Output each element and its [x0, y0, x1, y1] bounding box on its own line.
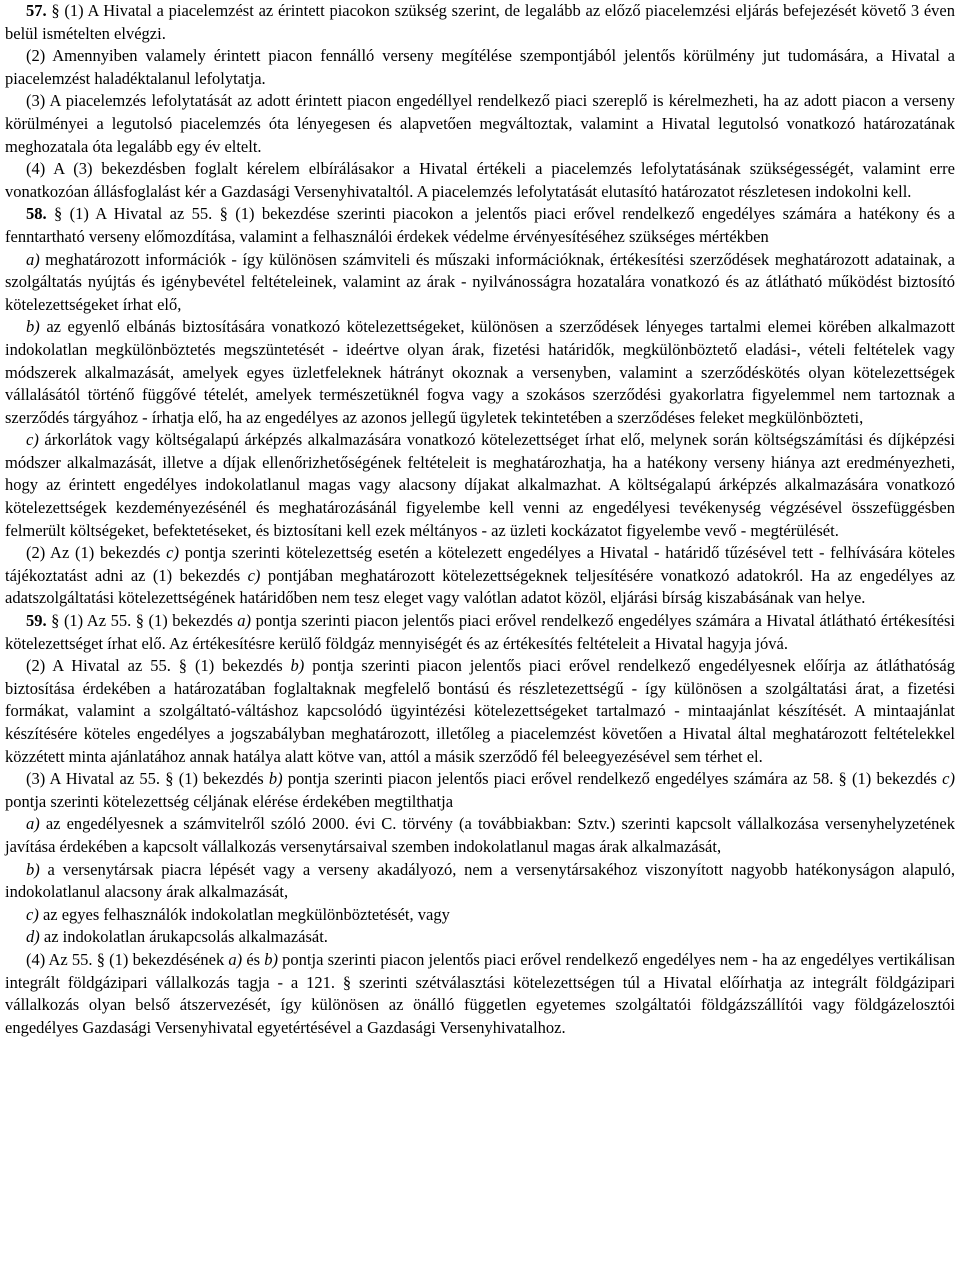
point-label: b) [268, 769, 283, 789]
point-label: b) [26, 317, 40, 337]
paragraph [5, 0, 955, 45]
paragraph [5, 90, 955, 158]
paragraph [5, 949, 955, 1039]
point-label: b) [26, 859, 40, 879]
paragraph-text: meghatározott információk - így különösen számviteli és műszaki információknak, értékesítési szerződések meghatározott adatainak, a szolgáltatás nyújtás és igénybevétel feltételeinek, valamint az árak - nyilvánosságra hozatalára vonatkozó és az átlátható működést biztosító kötelezettségeket írhat elő, [5, 249, 955, 314]
paragraph-text: pontjában meghatározott kötelezettségeknek teljesítésére vonatkozó adatokról. Ha az engedélyes az adatszolgáltatási kötelezettségének határidőben nem tesz eleget vagy valótlan adatot közöl, eljárási bírság kiszabásának van helye. [5, 565, 955, 608]
paragraph [5, 813, 955, 858]
paragraph-text: az egyenlő elbánás biztosítására vonatkozó kötelezettségeket, különösen a szerződések lényeges tartalmi elemei körében alkalmazott indokolatlan megkülönböztetés megszüntetését - ideértve olyan árak, fizetési határidők, megkülönböztető eladási-, vételi feltételek vagy módszerek alkalmazását, amelyek egyes üzletfeleknek hátrányt okoznak a versenyben, valamint a szerződéskötés olyan kötelezettségek vállalásától történő függővé tételét, amelyek természetüknél fogva vagy a szokásos szerződési gyakorlatra figyelemmel nem tartoznak a szerződés tárgyához - írhatja elő, ha az engedélyes az azonos jellegű ügyletek tekintetében a szerződéses feleket megkülönbözteti, [5, 317, 955, 427]
point-label: a) [237, 611, 252, 631]
paragraph [5, 904, 955, 927]
paragraph-text: pontja szerinti kötelezettség céljának elérése érdekében megtilthatja [5, 791, 454, 811]
paragraph [5, 429, 955, 542]
paragraph-text: az engedélyesnek a számvitelről szóló 2000. évi C. törvény (a továbbiakban: Sztv.) szerinti kapcsolt vállalkozása versenyhelyzetének javítása érdekében a kapcsolt vállalkozás versenytársaival szemben indokolatlanul magas árak alkalmazását, [5, 814, 955, 856]
paragraph-text: (2) A Hivatal az 55. § (1) bekezdés [26, 656, 291, 676]
paragraph-text: árkorlátok vagy költségalapú árképzés alkalmazására vonatkozó kötelezettséget írhat elő, melynek során költségszámítási és díjképzési módszer alkalmazását, illetve a díjak ellenőrizhetőségének feltételeit is meghatározhatja, ha a hatékony verseny hiánya azt eredményezheti, hogy az érintett engedélyes indokolatlanul magas vagy alacsony díjakat alkalmazhat. A költségalapú árképzés alkalmazására vonatkozó kötelezettségek kezdeményezésénél és meghatározásánál figyelembe kell venni az engedélyesi tevékenység végzésével összefüggésben felmerült költségeket, befektetéseket, és biztosítani kell ezek méltányos - az üzleti kockázatot figyelembe vevő - megtérülését. [5, 430, 955, 540]
paragraph [5, 158, 955, 203]
paragraph-text: § (1) Az 55. § (1) bekezdés [46, 611, 238, 631]
paragraph-text: (3) A Hivatal az 55. § (1) bekezdés [26, 769, 269, 789]
point-label: d) [26, 927, 40, 947]
paragraph-text: az indokolatlan árukapcsolás alkalmazását. [39, 927, 328, 947]
paragraph [5, 249, 955, 317]
paragraph-text: (3) A piacelemzés lefolytatását az adott érintett piacon engedéllyel rendelkező piaci szereplő is kérelmezheti, ha az adott piacon a verseny körülményei a legutolsó piacelemzés óta lényegesen és alapvetően megváltoztak, valamint a Hivatal legutolsó vonatkozó határozatának meghozatala óta legalább egy év eltelt. [5, 91, 955, 156]
point-label: b) [264, 949, 278, 969]
paragraph [5, 542, 955, 610]
paragraph-text: az egyes felhasználók indokolatlan megkülönböztetését, vagy [38, 904, 450, 924]
point-label: c) [26, 430, 39, 450]
point-label: c) [942, 769, 955, 789]
paragraph-text: pontja szerinti piacon jelentős piaci erővel rendelkező engedélyes számára a Hivatal átlátható értékesítési kötelezettséget írhat elő. Az értékesítésre kerülő földgáz mennyiségét és az értékesítés feltételeit a Hivatal hagyja jóvá. [5, 611, 956, 653]
paragraph-text: pontja szerinti kötelezettség esetén a kötelezett engedélyes a Hivatal - határidő tűzésével tett - felhívására köteles tájékoztatást adni az (1) bekezdés [5, 543, 955, 585]
paragraph [5, 203, 955, 248]
paragraph-text: pontja szerinti piacon jelentős piaci erővel rendelkező engedélyes nem - ha az engedélyes vertikálisan integrált földgázipari vállalkozás tagja - a 121. § szerinti szétválasztási kötelezettségen túl a Hivatal előírhatja az integrált földgázipari vállalkozás olyan belső átszervezését, így különösen az önálló független egyetemes szolgáltatói földgázszállítói vagy földgázelosztói engedélyes Gazdasági Versenyhivatal egyetértésével a Gazdasági Versenyhivatalhoz. [5, 949, 956, 1037]
paragraph [5, 45, 955, 90]
paragraph [5, 655, 955, 768]
paragraph-text: (4) Az 55. § (1) bekezdésének [26, 949, 229, 969]
paragraph-text: és [242, 949, 265, 969]
paragraph [5, 610, 955, 655]
paragraph-text: § (1) A Hivatal a piacelemzést az érintett piacokon szükség szerint, de legalább az előző piacelemzési eljárás befejezését követő 3 éven belül ismételten elvégzi. [5, 1, 955, 43]
paragraph [5, 768, 955, 813]
section-number: 58. [26, 204, 47, 224]
paragraph-text: a versenytársak piacra lépését vagy a verseny akadályozó, nem a versenytársakéhoz viszonyított nagyobb hatékonyságon alapuló, indokolatlanul alacsony árak alkalmazását, [5, 859, 955, 902]
point-label: c) [166, 543, 179, 563]
paragraph-text: (2) Amennyiben valamely érintett piacon fennálló verseny megítélése szempontjából jelentős körülmény jut tudomására, a Hivatal a piacelemzést haladéktalanul lefolytatja. [5, 46, 955, 88]
section-number: 57. [26, 1, 47, 20]
paragraph-text: pontja szerinti piacon jelentős piaci erővel rendelkező engedélyes számára az 58. § (1) bekezdés [282, 769, 943, 789]
paragraph [5, 859, 955, 904]
paragraph-text: (4) A (3) bekezdésben foglalt kérelem elbírálásakor a Hivatal értékeli a piacelemzés lefolytatásának szükségességét, valamint erre vonatkozóan állásfoglalást kér a Gazdasági Versenyhivataltól. A piacelemzés lefolytatását elutasító határozatot részletesen indokolni kell. [5, 159, 955, 201]
paragraph [5, 926, 955, 949]
paragraph [5, 316, 955, 429]
point-label: a) [228, 949, 243, 969]
paragraph-text: pontja szerinti piacon jelentős piaci erővel rendelkező engedélyesnek előírja az átláthatóság biztosítása érdekében a határozatában foglaltaknak megfelelő bontású és részletezettségű - így különösen a szolgáltatási árat, a fizetési formákat, valamint a szolgáltató-váltáshoz kapcsolódó ügyintézési kötelezettségeket tartalmazó - mintaajánlat készítését. A mintaajánlat készítésére köteles engedélyes a jogszabályban meghatározott, illetőleg a piacelemzést követően a Hivatal által meghatározott feltételekkel közzétett minta ajánlatához annak hatálya alatt kötve van, attól a másik szerződő fél beleegyezésével sem térhet el. [5, 656, 955, 766]
point-label: a) [26, 249, 40, 269]
point-label: b) [290, 656, 305, 676]
section-number: 59. [26, 611, 47, 631]
point-label: a) [26, 814, 40, 834]
paragraph-text: (2) Az (1) bekezdés [26, 543, 167, 563]
point-label: c) [247, 565, 261, 585]
point-label: c) [26, 904, 39, 924]
paragraph-text: § (1) A Hivatal az 55. § (1) bekezdése szerinti piacokon a jelentős piaci erővel rendelkező engedélyes számára a hatékony és a fenntartható verseny előmozdítása, valamint a felhasználói érdekek védelme érvényesítéséhez szükséges mértékben [5, 204, 955, 246]
